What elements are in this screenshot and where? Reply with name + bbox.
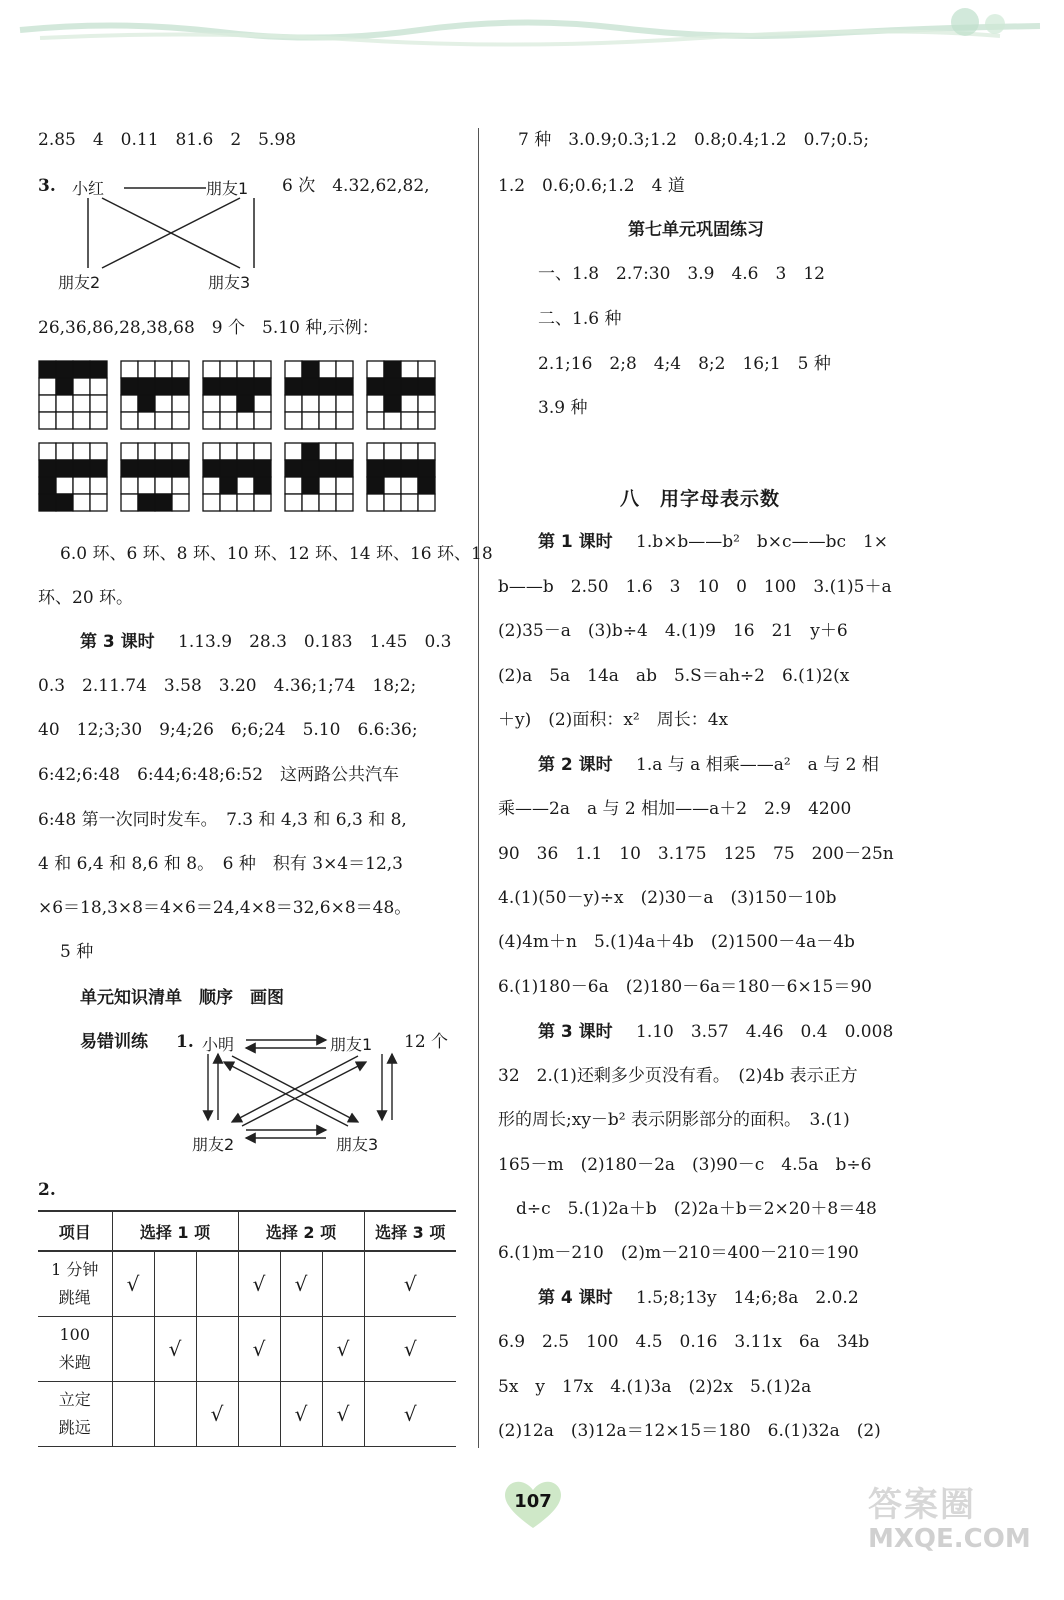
table-row — [38, 1382, 456, 1447]
grid-cell — [73, 361, 90, 378]
check-cell: √ — [238, 1251, 280, 1317]
grid-cell — [155, 477, 172, 494]
grid-cell — [172, 378, 189, 395]
grid-cell — [73, 395, 90, 412]
table-header: 选择 2 项 — [238, 1211, 364, 1251]
grid-cell — [220, 460, 237, 477]
answer-line: 2.85 4 0.11 81.6 2 5.98 — [38, 130, 297, 150]
grid-cell — [367, 412, 384, 429]
grid-cell — [336, 412, 353, 429]
diagram-label: 朋友3 — [336, 1135, 379, 1154]
grid-cell — [254, 494, 271, 511]
table-header-row — [38, 1211, 456, 1251]
grid-cell — [121, 477, 138, 494]
answer-line: 6 次 4.32,62,82, — [282, 176, 430, 196]
grid-cell — [384, 494, 401, 511]
grid-cell — [336, 361, 353, 378]
answer-line: 3.9 种 — [538, 398, 588, 418]
grid-cell — [319, 361, 336, 378]
unit-title: 第七单元巩固练习 — [628, 220, 764, 240]
answer-line: 6.9 2.5 100 4.5 0.16 3.11x 6a 34b — [498, 1332, 870, 1352]
check-cell: √ — [280, 1382, 322, 1447]
answer-line: 4 和 6,4 和 8,6 和 8。 6 种 积有 3×4＝12,3 — [38, 854, 403, 874]
answer-line: 90 36 1.1 10 3.175 125 75 200－25n — [498, 844, 894, 864]
grid-cell — [203, 412, 220, 429]
grid-cell — [121, 378, 138, 395]
diagram-label: 朋友1 — [330, 1035, 373, 1054]
grid-cell — [302, 477, 319, 494]
grid-cell — [121, 395, 138, 412]
grid-cell — [138, 395, 155, 412]
grid-cell — [237, 412, 254, 429]
answer-line: 6.0 环、6 环、8 环、10 环、12 环、14 环、16 环、18 — [60, 544, 493, 564]
grid-cell — [336, 477, 353, 494]
grid-cell — [39, 494, 56, 511]
grid-cell — [401, 395, 418, 412]
grid-cell — [302, 494, 319, 511]
diagram-label: 朋友2 — [58, 273, 101, 292]
grid-cell — [39, 361, 56, 378]
grid-example — [38, 442, 108, 512]
grid-cell — [73, 412, 90, 429]
grid-cell — [220, 443, 237, 460]
diagram-label: 朋友3 — [208, 273, 251, 292]
answer-line: 0.3 2.11.74 3.58 3.20 4.36;1;74 18;2; — [38, 676, 417, 696]
question-number: 3. — [38, 176, 56, 196]
table-header: 选择 1 项 — [112, 1211, 238, 1251]
grid-cell — [172, 443, 189, 460]
grid-cell — [384, 460, 401, 477]
row-label-line: 跳远 — [58, 1418, 91, 1437]
grid-cell — [172, 395, 189, 412]
grid-cell — [319, 395, 336, 412]
grid-example — [366, 442, 436, 512]
grid-cell — [138, 477, 155, 494]
row-label-line: 立定 — [58, 1390, 91, 1409]
grid-cell — [418, 395, 435, 412]
grid-cell — [73, 443, 90, 460]
grid-cell — [302, 460, 319, 477]
grid-cell — [418, 378, 435, 395]
chapter-title: 八 用字母表示数 — [620, 488, 781, 510]
grid-cell — [155, 460, 172, 477]
grid-cell — [56, 494, 73, 511]
grid-cell — [418, 477, 435, 494]
grid-cell — [319, 378, 336, 395]
grid-cell — [418, 443, 435, 460]
answer-line: 5x y 17x 4.(1)3a (2)2x 5.(1)2a — [498, 1377, 812, 1397]
grid-cell — [73, 477, 90, 494]
unit-knowledge: 单元知识清单 顺序 画图 — [80, 988, 284, 1008]
grid-cell — [237, 460, 254, 477]
check-cell — [322, 1251, 364, 1317]
grid-cell — [39, 460, 56, 477]
grid-cell — [56, 443, 73, 460]
grid-cell — [401, 412, 418, 429]
watermark — [868, 1486, 1038, 1554]
grid-cell — [90, 494, 107, 511]
diagram-label: 小明 — [202, 1035, 235, 1054]
check-cell: √ — [364, 1251, 456, 1317]
answer-line: 一、1.8 2.7:30 3.9 4.6 3 12 — [538, 264, 825, 284]
answer-line: (2)a 5a 14a ab 5.S＝ah÷2 6.(1)2(x — [498, 666, 850, 686]
page-number: 107 — [514, 1491, 552, 1512]
grid-cell — [418, 460, 435, 477]
answer-line: (2)12a (3)12a＝12×15＝180 6.(1)32a (2) — [498, 1421, 881, 1441]
answer-line: 165－m (2)180－2a (3)90－c 4.5a b÷6 — [498, 1155, 872, 1175]
lesson-heading: 第 2 课时 — [538, 755, 613, 775]
grid-cell — [384, 395, 401, 412]
answer-line: (4)4m＋n 5.(1)4a＋4b (2)1500－4a－4b — [498, 932, 855, 952]
grid-cell — [384, 412, 401, 429]
table-row — [38, 1251, 456, 1317]
grid-cell — [220, 378, 237, 395]
diagram-label: 朋友2 — [192, 1135, 235, 1154]
grid-cell — [302, 361, 319, 378]
answer-line: 1.2 0.6;0.6;1.2 4 道 — [498, 176, 685, 196]
check-cell: √ — [196, 1382, 238, 1447]
grid-cell — [172, 412, 189, 429]
answer-line: 40 12;3;30 9;4;26 6;6;24 5.10 6.6:36; — [38, 720, 418, 740]
grid-cell — [56, 361, 73, 378]
grid-cell — [319, 443, 336, 460]
grid-cell — [401, 494, 418, 511]
grid-cell — [138, 378, 155, 395]
grid-example — [284, 442, 354, 512]
answer-line: ＋y) (2)面积：x² 周长：4x — [498, 710, 729, 730]
answer-line: 7 种 3.0.9;0.3;1.2 0.8;0.4;1.2 0.7;0.5; — [518, 130, 870, 150]
grid-cell — [384, 361, 401, 378]
grid-cell — [254, 443, 271, 460]
choice-table — [38, 1210, 456, 1447]
answer-line: 环、20 环。 — [38, 588, 134, 608]
grid-cell — [39, 378, 56, 395]
grid-cell — [336, 443, 353, 460]
grid-cell — [39, 412, 56, 429]
answer-line: 26,36,86,28,38,68 9 个 5.10 种,示例： — [38, 318, 379, 338]
grid-cell — [237, 494, 254, 511]
grid-cell — [237, 395, 254, 412]
grid-cell — [302, 412, 319, 429]
watermark-logo: 答案圈 — [868, 1485, 976, 1525]
row-label-line: 1 分钟 — [51, 1260, 99, 1279]
row-label — [38, 1251, 112, 1317]
answer-line: ×6＝18,3×8＝4×6＝24,4×8＝32,6×8＝48。 — [38, 898, 412, 918]
grid-cell — [237, 361, 254, 378]
answer-line: 形的周长;xy－b² 表示阴影部分的面积。 3.(1) — [498, 1110, 850, 1130]
grid-cell — [203, 361, 220, 378]
check-cell: √ — [280, 1251, 322, 1317]
answer-line: 1.10 3.57 4.46 0.4 0.008 — [636, 1022, 894, 1042]
grid-cell — [90, 460, 107, 477]
grid-cell — [285, 443, 302, 460]
row-label-line: 跳绳 — [58, 1288, 91, 1307]
answer-line: 1.b×b——b² b×c——bc 1× — [636, 532, 889, 552]
diagram-label: 朋友1 — [206, 179, 249, 198]
grid-cell — [237, 477, 254, 494]
grid-cell — [401, 443, 418, 460]
answer-line: 5 种 — [60, 942, 94, 962]
check-cell — [154, 1382, 196, 1447]
answer-line: 二、1.6 种 — [538, 309, 622, 329]
grid-cell — [384, 443, 401, 460]
answer-line: 2.1;16 2;8 4;4 8;2 16;1 5 种 — [538, 354, 831, 374]
check-cell — [238, 1382, 280, 1447]
check-cell: √ — [322, 1317, 364, 1382]
grid-cell — [203, 395, 220, 412]
grid-cell — [90, 412, 107, 429]
check-cell — [196, 1317, 238, 1382]
column-divider — [478, 128, 479, 1448]
grid-cell — [319, 477, 336, 494]
grid-cell — [121, 361, 138, 378]
grid-cell — [121, 412, 138, 429]
grid-cell — [336, 460, 353, 477]
grid-cell — [121, 494, 138, 511]
check-cell — [280, 1317, 322, 1382]
lesson-heading: 易错训练 — [80, 1032, 148, 1052]
check-cell — [154, 1251, 196, 1317]
watermark-text: MXQE.COM — [868, 1524, 1031, 1554]
lesson-heading: 第 3 课时 — [538, 1022, 613, 1042]
grid-cell — [220, 494, 237, 511]
grid-example — [120, 442, 190, 512]
answer-line: 6.(1)180－6a (2)180－6a＝180－6×15＝90 — [498, 977, 872, 997]
grid-cell — [367, 443, 384, 460]
lesson-heading: 第 4 课时 — [538, 1288, 613, 1308]
grid-cell — [203, 460, 220, 477]
check-cell: √ — [364, 1317, 456, 1382]
grid-cell — [367, 361, 384, 378]
grid-cell — [90, 378, 107, 395]
answer-line: 6:48 第一次同时发车。 7.3 和 4,3 和 6,3 和 8, — [38, 810, 407, 830]
grid-cell — [319, 494, 336, 511]
grid-cell — [254, 412, 271, 429]
grid-cell — [39, 443, 56, 460]
grid-cell — [254, 477, 271, 494]
answer-line: 1.5;8;13y 14;6;8a 2.0.2 — [636, 1288, 859, 1308]
answer-line: 12 个 — [404, 1032, 449, 1052]
answer-line: b——b 2.50 1.6 3 10 0 100 3.(1)5＋a — [498, 577, 892, 597]
grid-cell — [203, 443, 220, 460]
grid-cell — [203, 378, 220, 395]
table-header: 项目 — [58, 1222, 91, 1242]
grid-cell — [203, 477, 220, 494]
grid-cell — [220, 477, 237, 494]
answer-line: 1.13.9 28.3 0.183 1.45 0.3 — [178, 632, 452, 652]
question-number: 1. — [176, 1032, 194, 1052]
question-number: 2. — [38, 1180, 56, 1200]
grid-cell — [138, 443, 155, 460]
grid-cell — [90, 443, 107, 460]
grid-cell — [285, 395, 302, 412]
grid-cell — [367, 395, 384, 412]
row-label-line: 100 — [59, 1325, 91, 1344]
header-decoration — [0, 0, 1064, 48]
grid-cell — [237, 378, 254, 395]
grid-cell — [336, 494, 353, 511]
grid-cell — [56, 477, 73, 494]
grid-cell — [367, 460, 384, 477]
grid-cell — [367, 494, 384, 511]
grid-cell — [172, 477, 189, 494]
grid-cell — [90, 361, 107, 378]
grid-cell — [155, 443, 172, 460]
answer-line: 32 2.(1)还剩多少页没有看。 (2)4b 表示正方 — [498, 1066, 858, 1086]
grid-cell — [384, 378, 401, 395]
grid-cell — [401, 361, 418, 378]
grid-cell — [155, 494, 172, 511]
grid-cell — [138, 412, 155, 429]
check-cell — [196, 1251, 238, 1317]
grid-cell — [56, 395, 73, 412]
grid-cell — [220, 361, 237, 378]
grid-cell — [90, 395, 107, 412]
grid-cell — [336, 378, 353, 395]
check-cell: √ — [364, 1382, 456, 1447]
grid-cell — [336, 395, 353, 412]
grid-cell — [138, 361, 155, 378]
grid-cell — [418, 412, 435, 429]
grid-cell — [285, 460, 302, 477]
grid-cell — [285, 494, 302, 511]
answer-line: 1.a 与 a 相乘——a² a 与 2 相 — [636, 755, 879, 775]
grid-cell — [56, 378, 73, 395]
check-cell — [112, 1317, 154, 1382]
grid-cell — [73, 378, 90, 395]
grid-cell — [401, 460, 418, 477]
grid-example — [38, 360, 108, 430]
grid-example — [120, 360, 190, 430]
grid-cell — [220, 395, 237, 412]
check-cell: √ — [154, 1317, 196, 1382]
grid-cell — [285, 477, 302, 494]
grid-cell — [56, 460, 73, 477]
row-label-line: 米跑 — [58, 1353, 91, 1372]
grid-cell — [367, 378, 384, 395]
answer-line: 6.(1)m－210 (2)m－210＝400－210＝190 — [498, 1243, 859, 1263]
answer-line: 4.(1)(50－y)÷x (2)30－a (3)150－10b — [498, 888, 837, 908]
grid-cell — [319, 412, 336, 429]
grid-cell — [418, 361, 435, 378]
table-row — [38, 1317, 456, 1382]
grid-cell — [155, 361, 172, 378]
grid-cell — [418, 494, 435, 511]
grid-cell — [172, 494, 189, 511]
grid-cell — [172, 460, 189, 477]
grid-cell — [220, 412, 237, 429]
grid-cell — [401, 378, 418, 395]
grid-cell — [384, 477, 401, 494]
grid-cell — [285, 378, 302, 395]
grid-cell — [254, 460, 271, 477]
grid-cell — [285, 361, 302, 378]
grid-example — [366, 360, 436, 430]
grid-cell — [319, 460, 336, 477]
answer-line: (2)35－a (3)b÷4 4.(1)9 16 21 y＋6 — [498, 621, 848, 641]
grid-cell — [39, 395, 56, 412]
diagram-label: 小红 — [72, 179, 105, 198]
grid-cell — [254, 378, 271, 395]
lesson-heading: 第 1 课时 — [538, 532, 613, 552]
grid-example — [202, 442, 272, 512]
grid-cell — [367, 477, 384, 494]
grid-example — [202, 360, 272, 430]
answer-line: 6:42;6:48 6:44;6:48;6:52 这两路公共汽车 — [38, 765, 400, 785]
grid-cell — [138, 494, 155, 511]
grid-cell — [121, 443, 138, 460]
grid-cell — [73, 460, 90, 477]
check-cell: √ — [112, 1251, 154, 1317]
grid-cell — [90, 477, 107, 494]
grid-cell — [302, 395, 319, 412]
grid-cell — [121, 460, 138, 477]
grid-example — [284, 360, 354, 430]
grid-cell — [302, 443, 319, 460]
grid-cell — [254, 395, 271, 412]
grid-cell — [285, 412, 302, 429]
check-cell: √ — [322, 1382, 364, 1447]
row-label — [38, 1382, 112, 1447]
grid-cell — [401, 477, 418, 494]
grid-cell — [172, 361, 189, 378]
grid-cell — [56, 412, 73, 429]
grid-cell — [138, 460, 155, 477]
answer-line: 乘——2a a 与 2 相加——a＋2 2.9 4200 — [498, 799, 852, 819]
row-label — [38, 1317, 112, 1382]
check-cell — [112, 1382, 154, 1447]
grid-cell — [155, 412, 172, 429]
grid-examples — [38, 360, 448, 520]
table-header: 选择 3 项 — [364, 1211, 456, 1251]
grid-cell — [155, 378, 172, 395]
grid-cell — [155, 395, 172, 412]
grid-cell — [302, 378, 319, 395]
grid-cell — [39, 477, 56, 494]
grid-cell — [73, 494, 90, 511]
grid-cell — [203, 494, 220, 511]
check-cell: √ — [238, 1317, 280, 1382]
lesson-heading: 第 3 课时 — [80, 632, 155, 652]
grid-cell — [254, 361, 271, 378]
grid-cell — [237, 443, 254, 460]
answer-line: d÷c 5.(1)2a＋b (2)2a＋b＝2×20＋8＝48 — [516, 1199, 877, 1219]
